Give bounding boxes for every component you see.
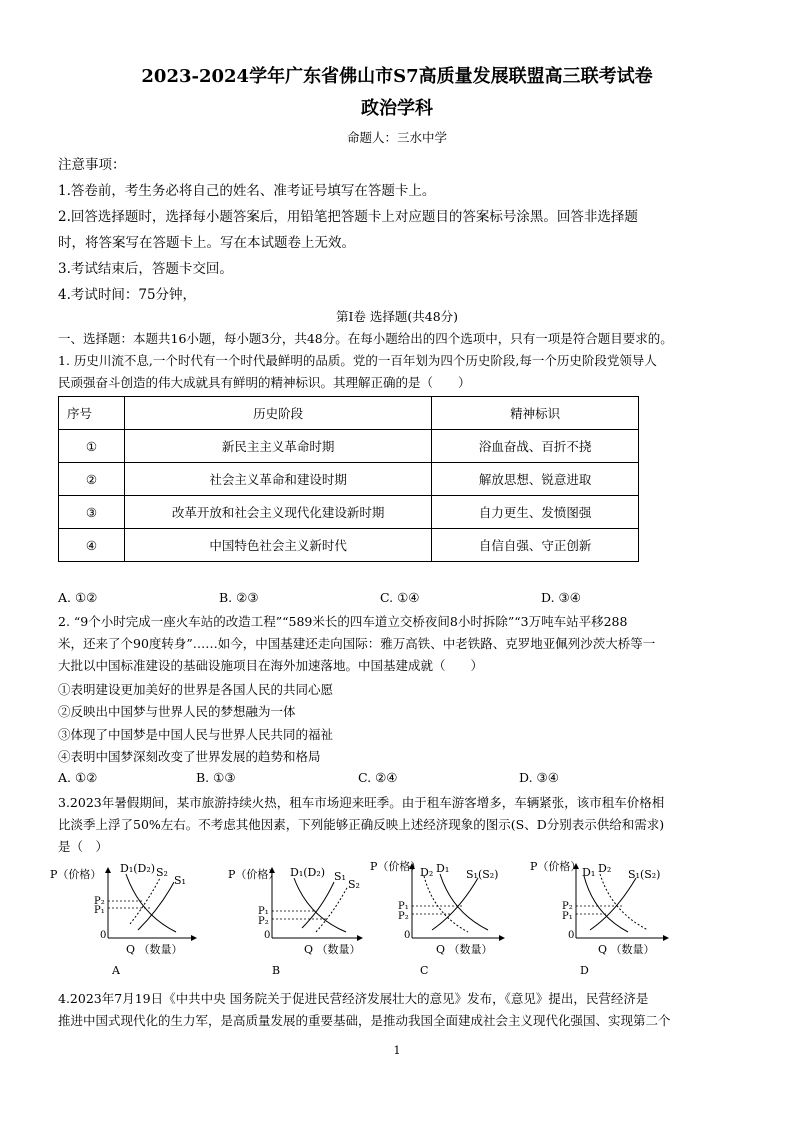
graph-b	[210, 856, 370, 986]
price-label: P₁	[562, 911, 573, 922]
q2-option-c: C. ②④	[358, 770, 398, 785]
price-label: P₂	[258, 916, 269, 927]
q3-stem: 比淡季上浮了50%左右。不考虑其他因素，下列能够正确反映上述经济现象的图示(S、D分别表示供给和需求)	[58, 817, 665, 832]
table-cell: ①	[59, 430, 125, 463]
note-item: 1.答卷前，考生务必将自己的姓名、准考证号填写在答题卡上。	[58, 183, 436, 199]
q3-stem: 是（ ）	[58, 839, 109, 854]
curve-label: S₂	[348, 878, 360, 891]
q4-stem: 推进中国式现代化的生力军，是高质量发展的重要基础，是推动我国全面建成社会主义现代化强国、实现第二个	[58, 1013, 671, 1028]
table-row	[59, 463, 639, 496]
curve-label: D₁	[436, 862, 450, 875]
demand-curve-d2	[424, 876, 468, 932]
q1-option-d: D. ③④	[541, 590, 581, 605]
demand-curve-d1	[440, 874, 488, 930]
q2-statement: ③体现了中国梦是中国人民与世界人民共同的福祉	[58, 727, 334, 742]
section-instruction: 一、选择题：本题共16小题，每小题3分，共48分。在每小题给出的四个选项中，只有一项是符合题目要求的。	[58, 331, 673, 346]
table-header: 精神标识	[432, 397, 639, 430]
q1-option-a: A. ①②	[58, 590, 98, 605]
q3-stem: 3.2023年暑假期间，某市旅游持续火热，租车市场迎来旺季。由于租车游客增多，车辆紧张，该市租车价格相	[58, 795, 665, 810]
graph-label: B	[272, 964, 281, 977]
q2-stem: 大批以中国标准建设的基础设施项目在海外加速落地。中国基建成就（ ）	[58, 658, 484, 673]
table-cell: 中国特色社会主义新时代	[124, 529, 431, 562]
price-label: P₁	[258, 906, 269, 917]
q2-stem: 2. “9个小时完成一座火车站的改造工程”“589米长的四车道立交桥夜间8小时拆除”“3万吨车站平移288	[58, 614, 628, 629]
q1-option-c: C. ①④	[380, 590, 420, 605]
table-row	[59, 430, 639, 463]
q2-option-b: B. ①③	[196, 770, 236, 785]
table-cell: 自力更生、发愤图强	[432, 496, 639, 529]
supply-curve-s2	[130, 878, 160, 924]
note-item: 4.考试时间：75分钟，	[58, 287, 197, 303]
q1-stem: 1. 历史川流不息,一个时代有一个时代最鲜明的品质。党的一百年划为四个历史阶段,每一个历史阶段党领导人	[58, 353, 657, 368]
table-cell: 新民主主义革命时期	[124, 430, 431, 463]
table-row	[59, 529, 639, 562]
q2-statement: ②反映出中国梦与世界人民的梦想融为一体	[58, 704, 296, 719]
subject-title: 政治学科	[361, 98, 433, 119]
x-axis-label: Q （数量）	[126, 943, 183, 956]
q1-option-b: B. ②③	[219, 590, 259, 605]
curve-label: D₁(D₂)	[290, 866, 326, 879]
q1-table	[58, 396, 639, 562]
x-axis-label: Q （数量）	[304, 943, 361, 956]
demand-curve	[126, 874, 176, 932]
author-line: 命题人：三水中学	[346, 130, 447, 145]
table-cell: 改革开放和社会主义现代化建设新时期	[124, 496, 431, 529]
table-row	[59, 496, 639, 529]
origin-label: 0	[264, 930, 271, 941]
demand-curve-d2	[600, 874, 648, 930]
price-label: P₁	[94, 905, 105, 916]
q4-stem: 4.2023年7月19日《中共中央 国务院关于促进民营经济发展壮大的意见》发布，《意见》提出，民营经济是	[58, 991, 649, 1006]
x-axis-label: Q （数量）	[598, 943, 655, 956]
origin-label: 0	[100, 930, 107, 941]
page-number: 1	[393, 1044, 401, 1057]
price-label: P₂	[94, 896, 105, 907]
page-title: 2023-2024学年广东省佛山市S7高质量发展联盟高三联考试卷	[141, 66, 653, 87]
table-cell: 浴血奋战、百折不挠	[432, 430, 639, 463]
curve-label: S₁(S₂)	[466, 868, 499, 881]
demand-curve	[294, 878, 346, 932]
graph-c	[370, 856, 530, 986]
graph-label: C	[420, 964, 429, 977]
table-cell: 解放思想、锐意进取	[432, 463, 639, 496]
origin-label: 0	[404, 930, 411, 941]
q1-stem: 民顽强奋斗创造的伟大成就具有鲜明的精神标识。其理解正确的是（ ）	[58, 375, 471, 390]
x-axis-label: Q （数量）	[436, 943, 493, 956]
graph-label: A	[112, 964, 120, 977]
q2-option-d: D. ③④	[519, 770, 559, 785]
table-cell: ②	[59, 463, 125, 496]
table-cell: ④	[59, 529, 125, 562]
table-header: 历史阶段	[124, 397, 431, 430]
q2-statement: ④表明中国梦深刻改变了世界发展的趋势和格局	[58, 749, 321, 764]
q2-statement: ①表明建设更加美好的世界是各国人民的共同心愿	[58, 682, 334, 697]
q2-option-a: A. ①②	[58, 770, 98, 785]
curve-label: D₂	[420, 866, 434, 879]
q2-stem: 米，还来了个90度转身”……如今，中国基建还走向国际：雅万高铁、中老铁路、克罗地亚佩列沙茨大桥等一	[58, 636, 656, 651]
table-header: 序号	[59, 397, 125, 430]
price-label: P₂	[562, 901, 573, 912]
curve-label: S₁	[334, 870, 346, 883]
table-cell: 自信自强、守正创新	[432, 529, 639, 562]
curve-label: D₁	[582, 866, 596, 879]
curve-label: S₁	[174, 874, 186, 887]
curve-label: D₂	[598, 862, 612, 875]
graph-d	[530, 856, 690, 986]
graph-label: D	[580, 964, 589, 977]
table-header-row	[59, 397, 639, 430]
graph-a	[48, 856, 208, 986]
y-axis-label: P（价格）	[530, 860, 582, 873]
y-axis-label: P（价格）	[370, 860, 422, 873]
supply-curve-s1	[302, 882, 334, 928]
curve-label: S₂	[156, 866, 168, 879]
section-title: 第Ⅰ卷 选择题(共48分)	[335, 309, 459, 324]
curve-label: D₁(D₂)	[120, 862, 156, 875]
price-label: P₁	[398, 901, 409, 912]
y-axis-label: P（价格）	[228, 868, 280, 881]
demand-curve-d1	[584, 876, 628, 932]
curve-label: S₁(S₂)	[628, 868, 661, 881]
origin-label: 0	[568, 930, 575, 941]
table-cell: ③	[59, 496, 125, 529]
price-label: P₂	[398, 911, 409, 922]
note-item: 时，将答案写在答题卡上。写在本试题卷上无效。	[58, 235, 355, 251]
y-axis-label: P（价格）	[50, 868, 102, 881]
note-item: 3.考试结束后，答题卡交回。	[58, 261, 233, 277]
note-item: 2.回答选择题时，选择每小题答案后，用铅笔把答题卡上对应题目的答案标号涂黑。回答非选择题	[58, 209, 638, 225]
table-cell: 社会主义革命和建设时期	[124, 463, 431, 496]
notes-heading: 注意事项：	[58, 157, 126, 173]
